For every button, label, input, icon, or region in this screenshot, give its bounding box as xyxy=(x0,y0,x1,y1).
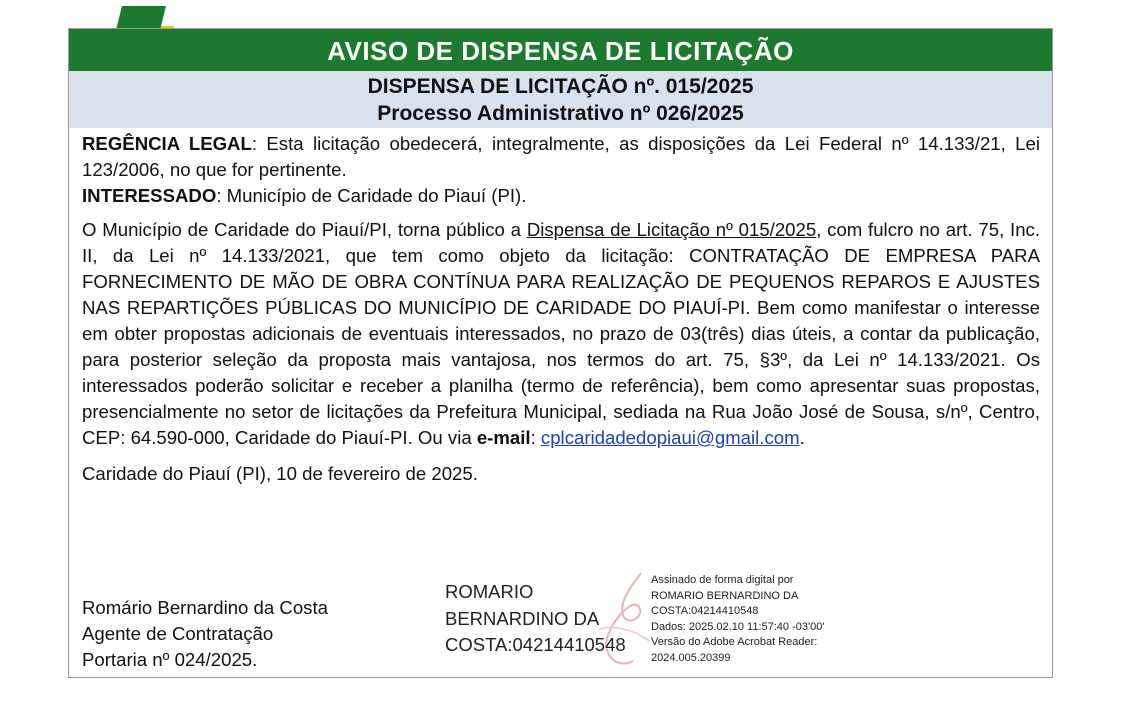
subtitle-bar xyxy=(69,71,1052,128)
aviso-text-before: O Município de Caridade do Piauí/PI, torna público a xyxy=(82,219,527,240)
signature-detail-line: ROMARIO BERNARDINO DA xyxy=(651,589,799,602)
interessado-text: : Município de Caridade do Piauí (PI). xyxy=(216,185,527,206)
processo-number: Processo Administrativo nº 026/2025 xyxy=(377,102,744,125)
aviso-end: . xyxy=(799,427,805,448)
signature-name-line-1: ROMARIO xyxy=(445,581,534,602)
interessado-label: INTERESSADO xyxy=(82,185,217,206)
signatory-portaria: Portaria nº 024/2025. xyxy=(82,649,258,670)
signatory-block xyxy=(82,595,328,673)
email-link[interactable]: cplcaridadedopiaui@gmail.com xyxy=(540,427,800,448)
aviso-text-after: , com fulcro no art. 75, Inc. II, da Lei nº 14.133/2021, que tem como objeto da licitação: CONTRATAÇÃO DE EMPRESA PARA FORNECIMENTO DE MÃO DE OBRA CONTÍNUA PARA REALIZAÇÃO DE PEQUENOS REPAROS E AJUSTES NAS REPARTIÇÕES PÚBLICAS DO MUNICÍPIO DE CARIDADE DO PIAUÍ-PI. Bem como manifestar o interesse em obter propostas adicionais de eventuais interessados, no prazo de 03(três) dias úteis, a contar da publicação, para posterior seleção da proposta mais vantajosa, nos termos do art. 75, §3º, da Lei nº 14.133/2021. Os interessados poderão solicitar e receber a planilha (termo de referência), bem como apresentar suas propostas, presencialmente no setor de licitações da Prefeitura Municipal, sediada na Rua João José de Sousa, s/nº, Centro, CEP: 64.590-000, Caridade do Piauí-PI. Ou via xyxy=(82,219,1041,448)
regencia-label: REGÊNCIA LEGAL xyxy=(82,133,252,154)
email-separator: : xyxy=(530,427,541,448)
notice-title: AVISO DE DISPENSA DE LICITAÇÃO xyxy=(327,36,794,66)
email-label: e-mail xyxy=(476,427,531,448)
signature-detail-line: COSTA:04214410548 xyxy=(651,605,759,617)
interessado-paragraph xyxy=(82,183,1040,209)
dispensa-underlined: Dispensa de Licitação nº 015/2025 xyxy=(526,219,817,240)
digital-signature-details xyxy=(651,573,824,666)
signature-name-line-3: COSTA:04214410548 xyxy=(445,634,626,655)
title-bar xyxy=(69,29,1052,71)
aviso-paragraph xyxy=(82,217,1040,451)
signatory-name: Romário Bernardino da Costa xyxy=(82,597,328,618)
digital-signature-name xyxy=(445,579,626,659)
signature-detail-line: Dados: 2025.02.10 11:57:40 -03'00' xyxy=(651,620,825,633)
regencia-text: : Esta licitação obedecerá, integralmente, as disposições da Lei Federal nº 14.133/21, Lei 123/2006, no que for pertinente. xyxy=(82,133,1040,180)
signature-detail-line: Versão do Adobe Acrobat Reader: xyxy=(651,636,818,648)
dispensa-number: DISPENSA DE LICITAÇÃO nº. 015/2025 xyxy=(367,75,754,98)
signature-name-line-2: BERNARDINO DA xyxy=(445,607,600,629)
regencia-paragraph xyxy=(82,131,1040,183)
notice-frame xyxy=(68,28,1053,678)
signature-detail-line: 2024.005.20399 xyxy=(651,651,731,664)
signatory-role: Agente de Contratação xyxy=(82,623,274,644)
signature-detail-line: Assinado de forma digital por xyxy=(651,574,794,586)
date-line: Caridade do Piauí (PI), 10 de fevereiro de 2025. xyxy=(82,463,478,484)
notice-body xyxy=(82,131,1040,487)
